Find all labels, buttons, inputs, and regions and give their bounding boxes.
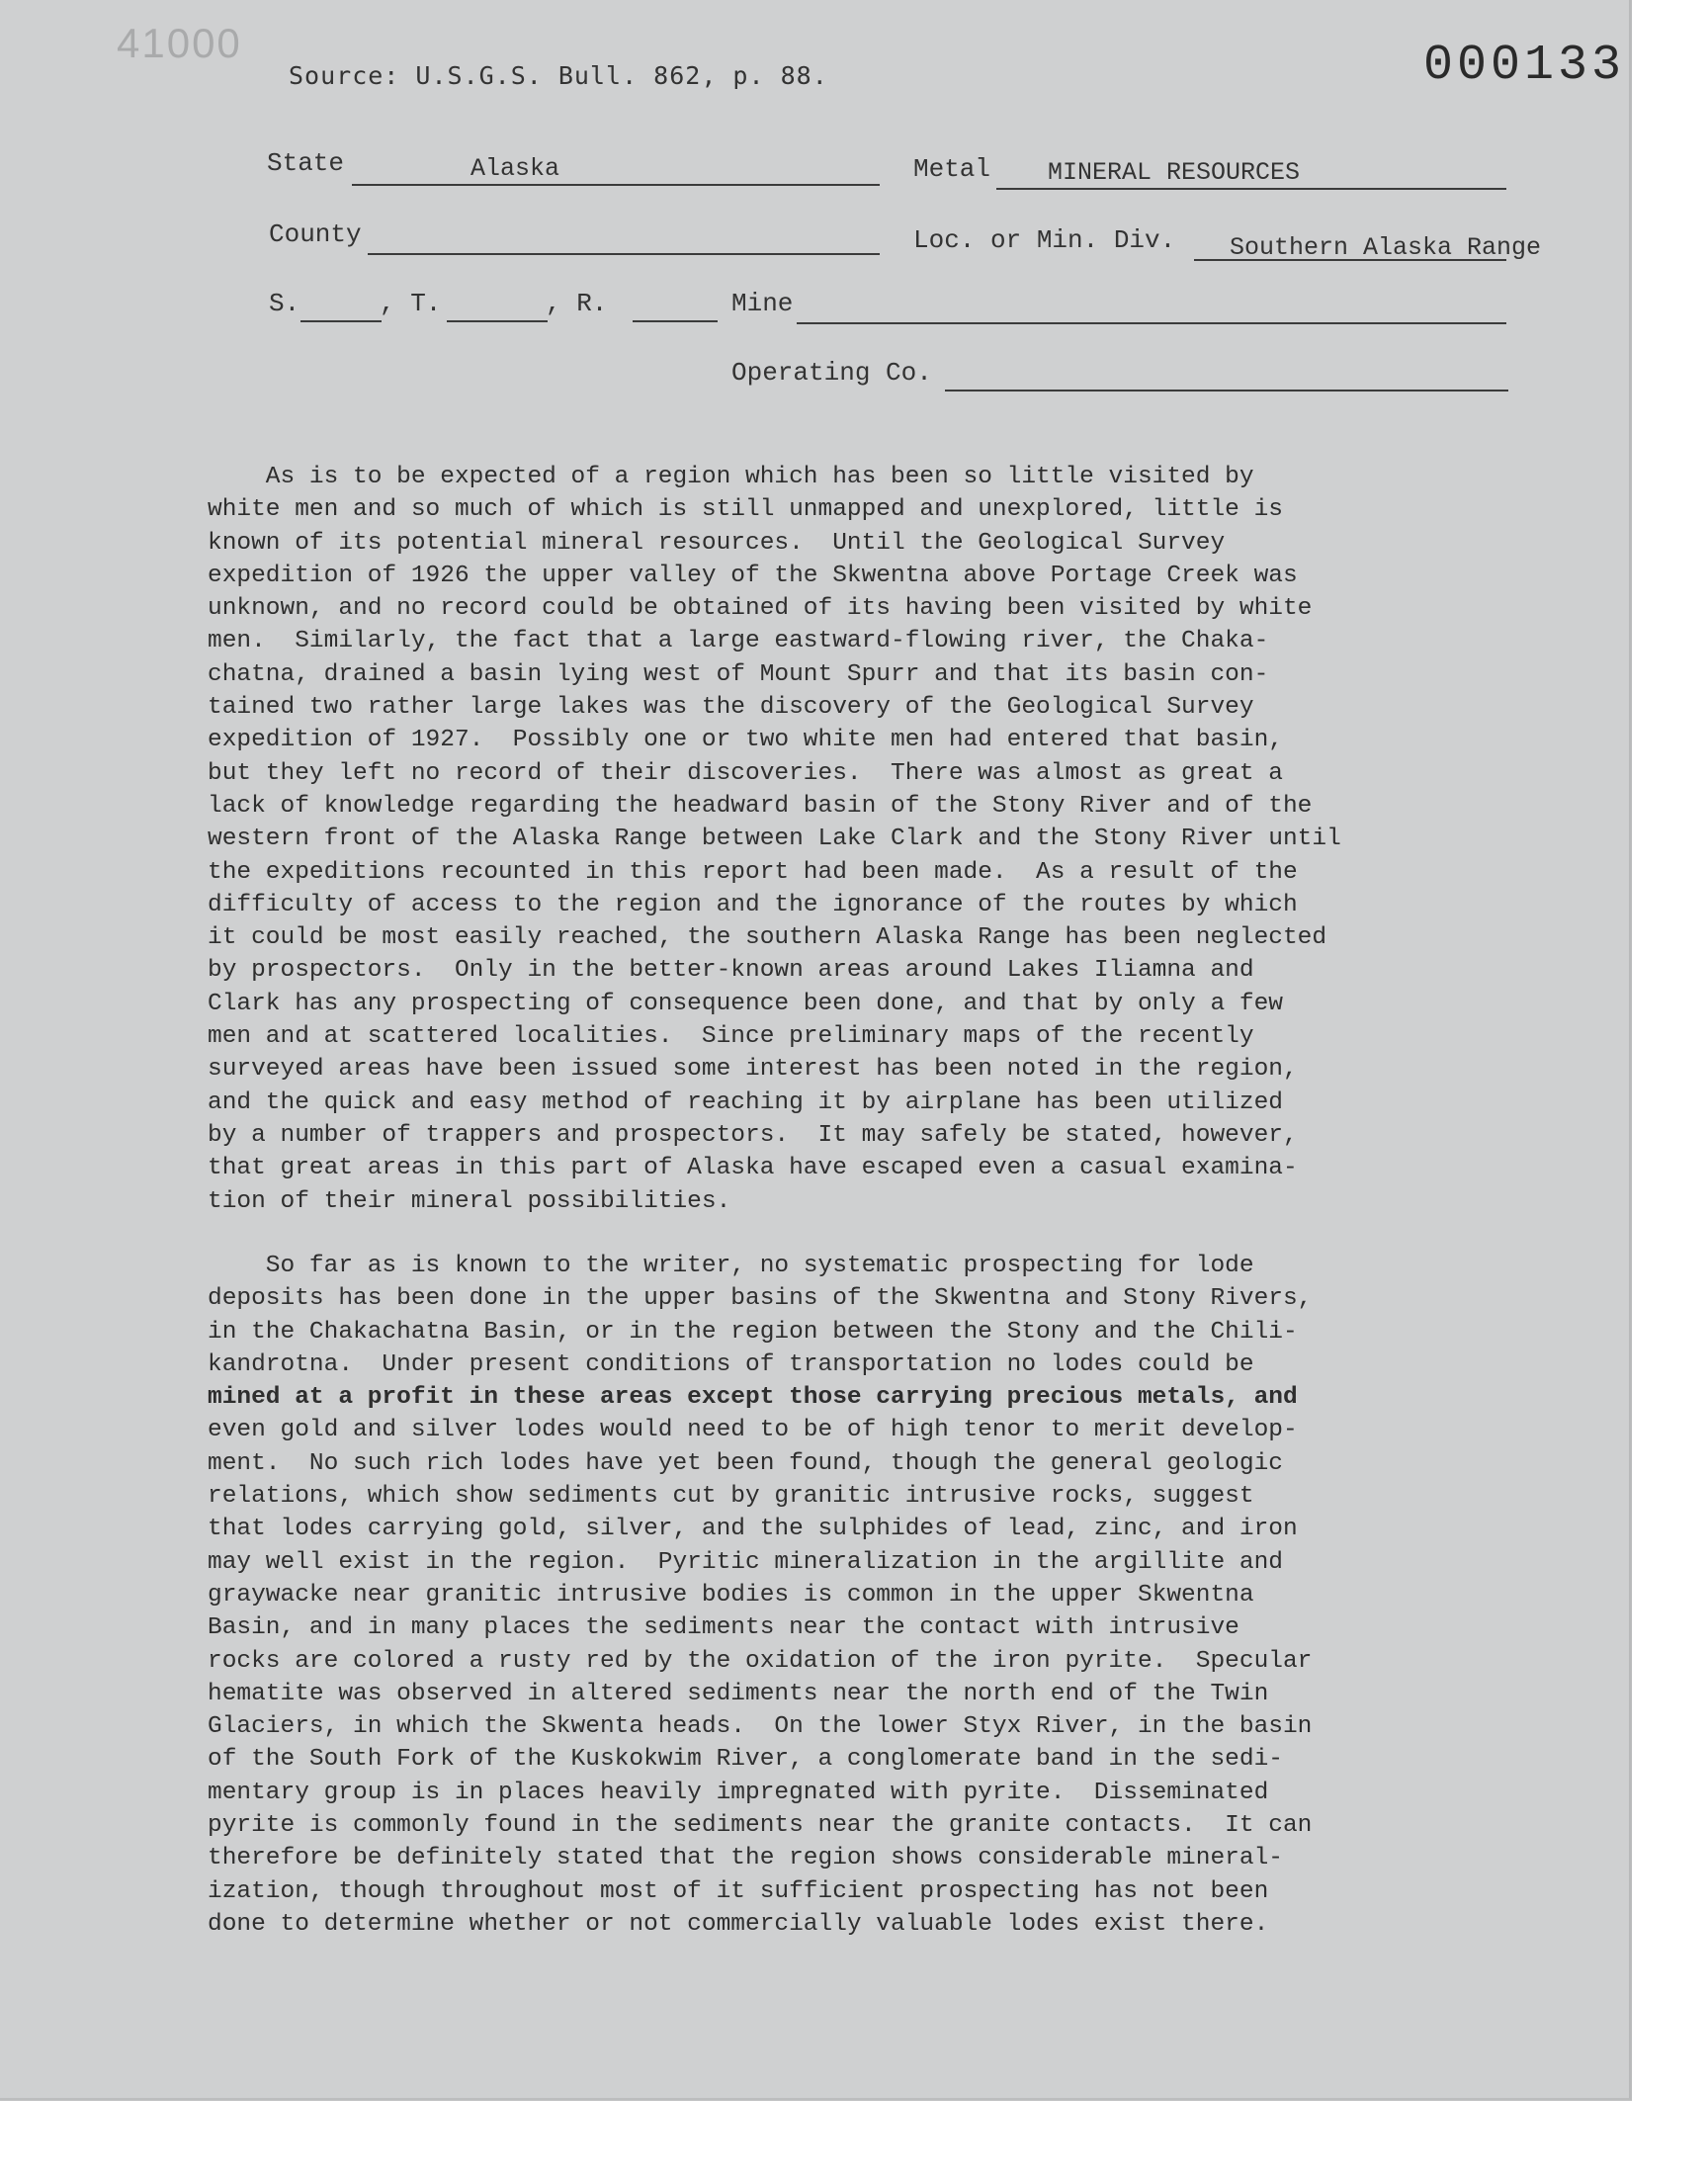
- mine-label: Mine: [731, 289, 794, 318]
- location-value: Southern Alaska Range: [1230, 233, 1542, 262]
- paragraph-line: rocks are colored a rusty red by the oxidation of the iron pyrite. Specular: [208, 1647, 1313, 1675]
- paragraph-line: surveyed areas have been issued some interest has been noted in the region,: [208, 1056, 1298, 1084]
- paragraph-line: Clark has any prospecting of consequence been done, and that by only a few: [208, 990, 1283, 1017]
- paragraph-line: even gold and silver lodes would need to be of high tenor to merit develop-: [208, 1417, 1298, 1444]
- paragraph-line: white men and so much of which is still unmapped and unexplored, little is: [208, 496, 1283, 524]
- state-underline: [352, 184, 880, 186]
- paragraph-line: graywacke near granitic intrusive bodies is common in the upper Skwentna: [208, 1581, 1254, 1609]
- paragraph-line: done to determine whether or not commercially valuable lodes exist there.: [208, 1910, 1269, 1938]
- township-underline: [447, 320, 548, 322]
- section-underline: [300, 320, 382, 322]
- paragraph-line: Basin, and in many places the sediments near the contact with intrusive: [208, 1614, 1239, 1642]
- mine-underline: [797, 322, 1506, 324]
- paragraph-line: difficulty of access to the region and the ignorance of the routes by which: [208, 891, 1298, 918]
- paragraph-line: but they left no record of their discoveries. There was almost as great a: [208, 759, 1283, 787]
- paragraph-line: hematite was observed in altered sediments near the north end of the Twin: [208, 1680, 1269, 1707]
- paragraph-line: relations, which show sediments cut by granitic intrusive rocks, suggest: [208, 1483, 1254, 1511]
- faded-stamp: 41000: [117, 20, 242, 66]
- paragraph-line: chatna, drained a basin lying west of Mount Spurr and that its basin con-: [208, 660, 1269, 688]
- paragraph-line: that great areas in this part of Alaska have escaped even a casual examina-: [208, 1155, 1298, 1182]
- paragraph-line: known of its potential mineral resources. Until the Geological Survey: [208, 529, 1226, 557]
- operating-co-underline: [945, 390, 1508, 392]
- source-citation: Source: U.S.G.S. Bull. 862, p. 88.: [289, 61, 828, 90]
- page-number: 000133: [1423, 38, 1626, 94]
- paragraph-line: expedition of 1926 the upper valley of the Skwentna above Portage Creek was: [208, 562, 1298, 589]
- paragraph-line: ization, though throughout most of it sufficient prospecting has not been: [208, 1877, 1269, 1905]
- operating-co-label: Operating Co.: [731, 358, 932, 388]
- paragraph-line: western front of the Alaska Range between Lake Clark and the Stony River until: [208, 826, 1341, 853]
- paragraph-line: may well exist in the region. Pyritic mineralization in the argillite and: [208, 1548, 1283, 1576]
- range-label: , R.: [546, 289, 608, 318]
- paragraph-line: of the South Fork of the Kuskokwim River, a conglomerate band in the sedi-: [208, 1746, 1283, 1774]
- paragraph-line: in the Chakachatna Basin, or in the region between the Stony and the Chili-: [208, 1318, 1298, 1346]
- range-underline: [633, 320, 718, 322]
- paragraph-line: unknown, and no record could be obtained of its having been visited by white: [208, 595, 1313, 623]
- paragraph-line: that lodes carrying gold, silver, and the sulphides of lead, zinc, and iron: [208, 1516, 1298, 1543]
- paragraph-line: lack of knowledge regarding the headward basin of the Stony River and of the: [208, 792, 1313, 820]
- state-value: Alaska: [470, 154, 560, 183]
- county-underline: [368, 253, 880, 255]
- section-label: S.: [269, 289, 300, 318]
- location-label: Loc. or Min. Div.: [913, 225, 1176, 255]
- paragraph-line: men and at scattered localities. Since preliminary maps of the recently: [208, 1023, 1254, 1051]
- paragraph-line: by prospectors. Only in the better-known areas around Lakes Iliamna and: [208, 957, 1254, 985]
- paragraph-line: therefore be definitely stated that the region shows considerable mineral-: [208, 1845, 1283, 1872]
- paragraph-line: tained two rather large lakes was the discovery of the Geological Survey: [208, 694, 1254, 722]
- paragraph-line: pyrite is commonly found in the sediments near the granite contacts. It can: [208, 1812, 1313, 1840]
- paragraph-line: mentary group is in places heavily impregnated with pyrite. Disseminated: [208, 1779, 1269, 1806]
- paragraph-line: expedition of 1927. Possibly one or two white men had entered that basin,: [208, 727, 1283, 754]
- township-label: , T.: [380, 289, 442, 318]
- metal-underline: [996, 188, 1506, 190]
- paragraph-line: Glaciers, in which the Skwenta heads. On the lower Styx River, in the basin: [208, 1713, 1313, 1741]
- paragraph-line: As is to be expected of a region which has been so little visited by: [208, 464, 1254, 490]
- paragraph-line: So far as is known to the writer, no systematic prospecting for lode: [208, 1253, 1254, 1279]
- metal-value: MINERAL RESOURCES: [1048, 158, 1301, 187]
- state-label: State: [267, 148, 345, 178]
- paragraph-line: kandrotna. Under present conditions of transportation no lodes could be: [208, 1350, 1254, 1378]
- paragraph-line: and the quick and easy method of reaching it by airplane has been utilized: [208, 1088, 1283, 1116]
- paragraph-line: ment. No such rich lodes have yet been found, though the general geologic: [208, 1449, 1283, 1477]
- paragraph-2: [208, 1250, 1512, 1941]
- paragraph-line: by a number of trappers and prospectors. It may safely be stated, however,: [208, 1121, 1298, 1149]
- paragraph-line: it could be most easily reached, the southern Alaska Range has been neglected: [208, 924, 1327, 952]
- paragraph-line: men. Similarly, the fact that a large eastward-flowing river, the Chaka-: [208, 628, 1269, 655]
- paragraph-line: deposits has been done in the upper basins of the Skwentna and Stony Rivers,: [208, 1285, 1313, 1313]
- paragraph-1: [208, 461, 1512, 1218]
- county-label: County: [269, 219, 362, 249]
- paragraph-line: mined at a profit in these areas except those carrying precious metals, and: [208, 1384, 1298, 1412]
- metal-label: Metal: [913, 154, 991, 184]
- paragraph-line: tion of their mineral possibilities.: [208, 1187, 731, 1215]
- paragraph-line: the expeditions recounted in this report had been made. As a result of the: [208, 858, 1298, 886]
